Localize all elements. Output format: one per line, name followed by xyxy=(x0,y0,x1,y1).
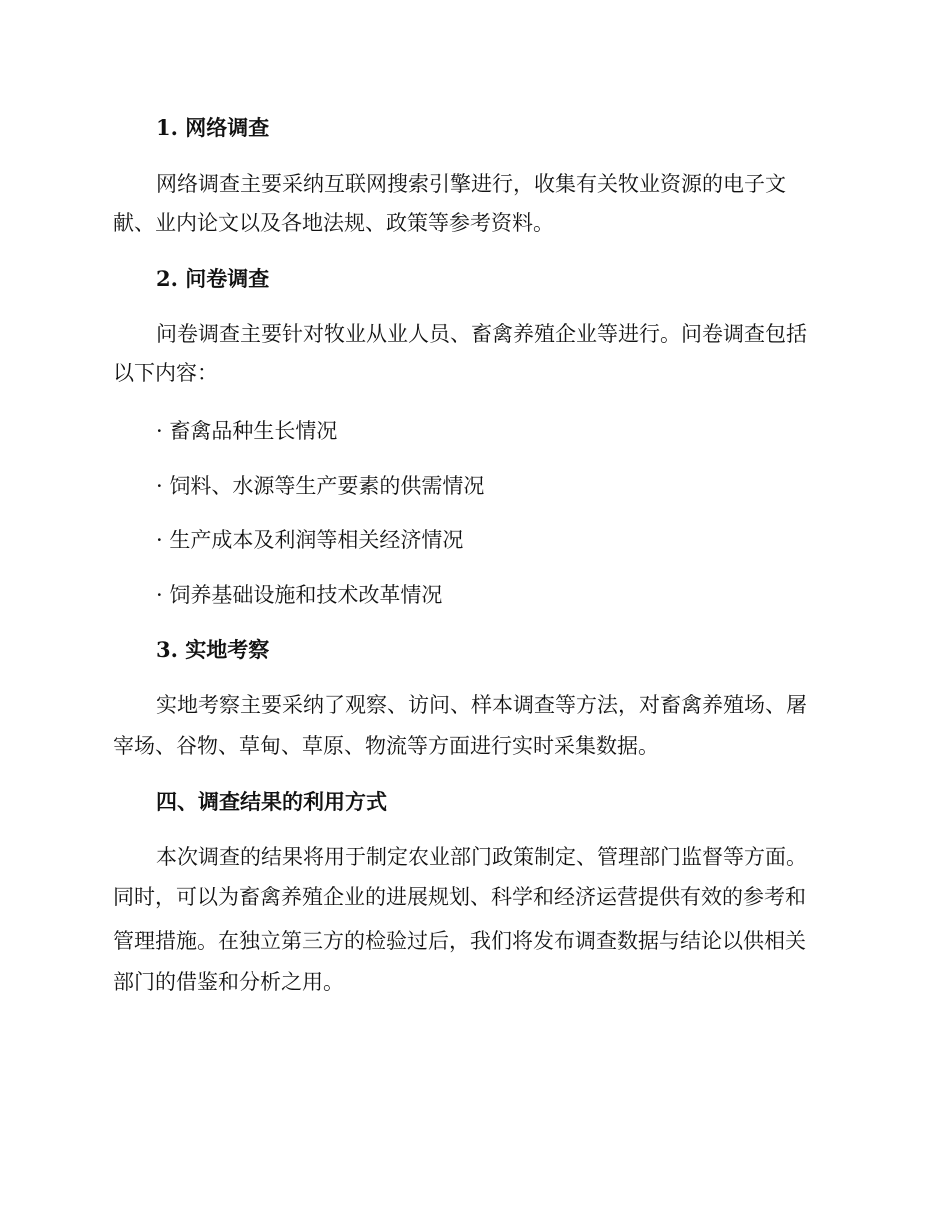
paragraph-line: 部门的借鉴和分析之用。 xyxy=(113,970,344,994)
paragraph-line: 网络调查主要采纳互联网搜索引擎进行，收集有关牧业资源的电子文 xyxy=(156,172,786,196)
section-heading-questionnaire: 2. 问卷调查 xyxy=(156,266,270,291)
section-heading-field-inspection: 3. 实地考察 xyxy=(156,637,270,662)
paragraph-line: 实地考察主要采纳了观察、访问、样本调查等方法，对畜禽养殖场、屠 xyxy=(156,693,807,717)
paragraph-line: 本次调查的结果将用于制定农业部门政策制定、管理部门监督等方面。 xyxy=(156,845,807,869)
paragraph-line: 宰场、谷物、草甸、草原、物流等方面进行实时采集数据。 xyxy=(113,734,659,758)
list-item: · 生产成本及利润等相关经济情况 xyxy=(156,528,464,552)
list-item: · 饲养基础设施和技术改革情况 xyxy=(156,583,443,607)
list-item: · 饲料、水源等生产要素的供需情况 xyxy=(156,474,485,498)
paragraph-line: 献、业内论文以及各地法规、政策等参考资料。 xyxy=(113,211,554,235)
paragraph-line: 管理措施。在独立第三方的检验过后，我们将发布调查数据与结论以供相关 xyxy=(113,929,806,953)
section-heading-results-usage: 四、调查结果的利用方式 xyxy=(156,789,387,814)
list-item: · 畜禽品种生长情况 xyxy=(156,419,338,443)
paragraph-line: 同时，可以为畜禽养殖企业的进展规划、科学和经济运营提供有效的参考和 xyxy=(113,885,806,909)
paragraph-line: 以下内容： xyxy=(113,361,218,385)
paragraph-line: 问卷调查主要针对牧业从业人员、畜禽养殖企业等进行。问卷调查包括 xyxy=(156,322,807,346)
section-heading-network-survey: 1. 网络调查 xyxy=(156,115,270,140)
